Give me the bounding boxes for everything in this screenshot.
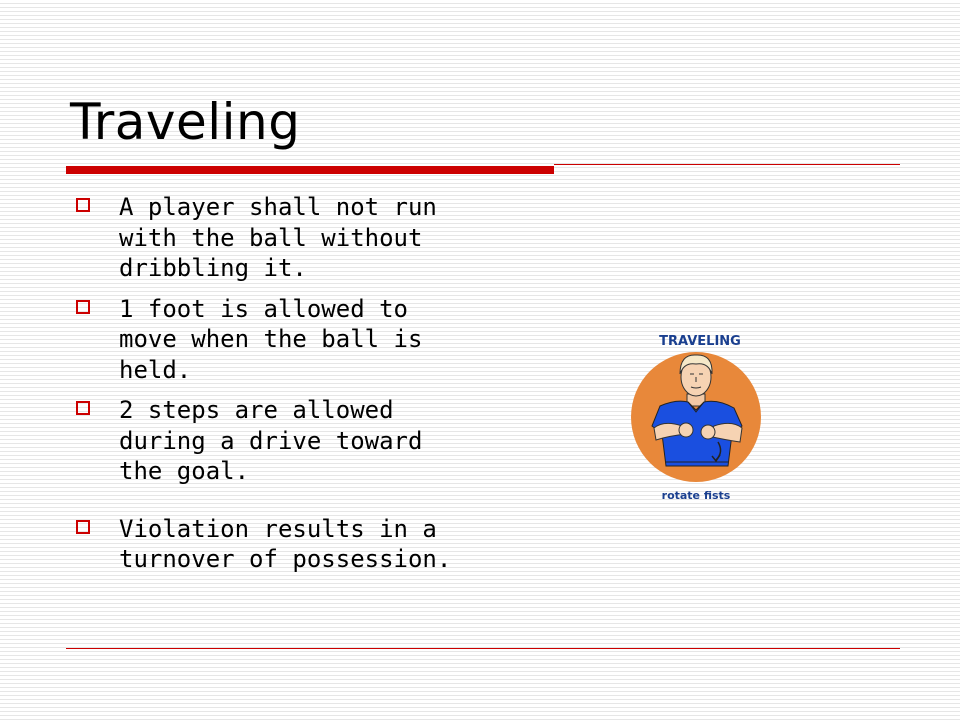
bullet-text: 2 steps are allowed during a drive toward the goal. xyxy=(119,396,423,485)
referee-signal-illustration xyxy=(620,322,780,512)
title-underline-thin xyxy=(554,164,900,165)
referee-signal-svg xyxy=(620,322,780,512)
right-fist xyxy=(701,425,715,439)
hollow-square-icon xyxy=(76,300,90,314)
hollow-square-icon xyxy=(76,520,90,534)
left-fist xyxy=(679,423,693,437)
slide-title: Traveling xyxy=(70,93,301,151)
illustration-bottom-label: rotate fists xyxy=(661,489,731,502)
bullet-text: 1 foot is allowed to move when the ball is held. xyxy=(119,294,423,384)
illustration-top-label: TRAVELING xyxy=(659,334,741,349)
bullet-item xyxy=(74,514,474,575)
bullet-text: Violation results in a turnover of possession. xyxy=(119,514,452,573)
hollow-square-icon xyxy=(76,401,90,415)
hollow-square-icon xyxy=(76,198,90,212)
bullet-item xyxy=(74,192,474,284)
bullet-list xyxy=(74,192,474,575)
bullet-text: A player shall not run with the ball without dribbling it. xyxy=(119,193,437,282)
bullet-item xyxy=(74,294,474,386)
footer-rule xyxy=(66,648,900,649)
bullet-item xyxy=(74,395,474,487)
title-underline-thick xyxy=(66,166,554,174)
